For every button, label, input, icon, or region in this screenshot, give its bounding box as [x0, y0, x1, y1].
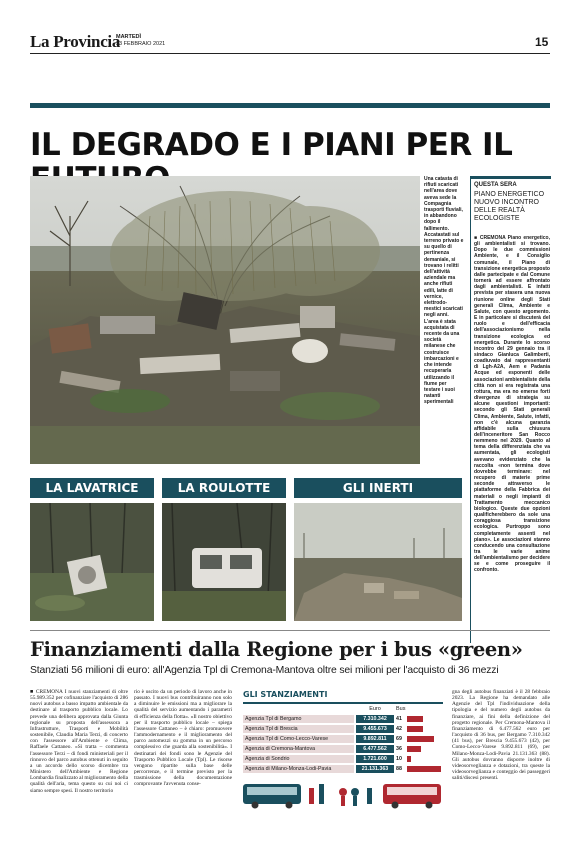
bus-bar — [407, 726, 423, 732]
bus-article-col1: ■ CREMONA I nuovi stanziamenti di oltre 55.989.352 per cofinanziare l'acquisto di 286 nuovi autobus a basso impatto ambientale da destinare al trasporto pubblico locale. Lo prevede una delibera approvata dalla Giunta regionale su proposta dell'assessora a Infrastrutture, Trasporti e Mobilità sostenibile, Claudia Maria Terzi, di concerto con l'assessore all'Ambiente e Clima, Raffaele Cattaneo. «Si tratta – commenta l'assessore Terzi – di fondi ministeriali per il rinnovo del parco autobus ottenuti in seguito a un accordo dello scorso dicembre tra Ministero dell'Ambiente e Regione Lombardia finalizzato al miglioramento della qualità dell'aria, tema questo su cui noi ci siamo sempre spesi. Il nostro territorio — [30, 689, 128, 794]
photo-washing-machine — [30, 503, 154, 621]
sidebar-body: ■ CREMONA Piano energetico, gli ambientalisti si trovano. Dopo le due commissioni Ambiente, e il Consiglio comunale, il Piano di transizione energetica proposto dalle partecipate e dal Comune tornerà ad essere affrontato dagli ambientalisti. E infatti prevista per stasera una nuova riunione online degli Stati generali Clima, Ambiente e Salute, con questo argomento. E in particolare si discuterà del ruolo e dell'efficacia dell'associazionismo nella transizione ecologica ed energetica. Durante lo scorso incontro del 29 gennaio tra il sindaco Gianluca Galimberti, coadiuvato dai rappresentanti di Lgh-A2A, Aem e Padania Acque ed esponenti delle associazioni ambientaliste della città non si era registrata una rottura, ma era no emerse forti divergenze di strategia su alcune questioni importanti: secondo gli Stati generali Clima, Ambiente, Salute, infatti, non c'è alcuna garanzia affidabile sulla chiusura dell'inceneritore San Rocco nemmeno nel 2029. Quanto al tema della differenziata che va aumentata, gli ecologisti avevano evidenziato che la raccolta «non termina dove dovrebbe terminare: nel recupero di materie prime seconde attraverso le piattaforme della Fabbrica dei materiali o negli impianti di Trattamento meccanico biologico. Queste due opzioni qualificherebbero da sole una coraggiosa transizione ecologica. Purtroppo sono completamente assenti nel piano». Le associazioni stanno conducendo una consultazione tra le varie anime dell'ambientalismo per decidere se e come proseguire il confronto. — [474, 235, 550, 574]
agency-euro: 9.892.811 — [356, 735, 394, 743]
agency-bus-count: 10 — [396, 756, 402, 762]
table-row — [243, 715, 443, 723]
agency-euro: 21.131.363 — [356, 765, 394, 773]
agency-name: Agenzia Tpl di Brescia — [243, 725, 354, 733]
table-row — [243, 765, 443, 773]
sidebar-title: PIANO ENERGETICO NUOVO INCONTRO DELLE REALTÀ ECOLOGISTE — [474, 191, 545, 222]
bus-bar — [407, 716, 423, 722]
masthead-divider — [30, 53, 550, 54]
table-row — [243, 725, 443, 733]
agency-name: Agenzia di Sondrio — [243, 755, 354, 763]
bus-headline: Finanziamenti dalla Regione per i bus «green» — [30, 638, 523, 661]
main-photo-waste-pile — [30, 176, 420, 464]
agency-euro: 1.721.600 — [356, 755, 394, 763]
table-header-euro: Euro — [369, 706, 381, 712]
article-divider — [30, 630, 550, 631]
main-headline: IL DEGRADO E I PIANI PER IL — [30, 127, 513, 163]
bus-bar — [407, 746, 421, 752]
table-row — [243, 745, 443, 753]
photo-caption: Una catasta di rifiuti scaricati nell'area dove aveva sede la Compagnia trasporti fluviali, in abbandono dopo il fallimento. Accatastati sul terreno privato e su quello di pertinenza demaniale, si trovano i relitti dell'attività aziendale ma anche rifiuti edili, latte di vernice, elettrodo-mestici scaricati negli anni. L'area è stata acquistata di recente da una società milanese che costruisce imbarcazioni e che intende recuperarla utilizzando il fiume per testare i suoi natanti sperimentali — [424, 176, 464, 406]
bus-bar — [407, 756, 411, 762]
issue-day: MARTEDÌ — [116, 34, 142, 40]
sidebar-kicker: QUESTA SERA — [474, 182, 517, 188]
agency-bus-count: 69 — [396, 736, 402, 742]
agency-name: Agenzia Tpl di Bergamo — [243, 715, 354, 723]
agency-bus-count: 88 — [396, 766, 402, 772]
agency-bus-count: 41 — [396, 716, 402, 722]
label-rubble: GLI INERTI — [294, 478, 462, 498]
bus-bar — [407, 766, 441, 772]
label-washing-machine: LA LAVATRICE — [30, 478, 154, 498]
funding-table-title: GLI STANZIAMENTI — [243, 690, 328, 699]
agency-name: Agenzia di Milano-Monza-Lodi-Pavia — [243, 765, 354, 773]
table-header-bus: Bus — [396, 706, 406, 712]
funding-table-rule — [243, 702, 443, 704]
table-row — [243, 735, 443, 743]
section-bar — [30, 103, 550, 108]
table-row — [243, 755, 443, 763]
label-caravan: LA ROULOTTE — [162, 478, 286, 498]
agency-euro: 6.477.562 — [356, 745, 394, 753]
agency-euro: 9.455.673 — [356, 725, 394, 733]
bus-illustration — [243, 778, 443, 810]
agency-euro: 7.310.342 — [356, 715, 394, 723]
issue-date: 23 FEBBRAIO 2021 — [116, 41, 166, 47]
photo-rubble — [294, 503, 462, 621]
bus-bar — [407, 736, 434, 742]
agency-name: Agenzia di Cremona-Mantova — [243, 745, 354, 753]
page-number: 15 — [535, 35, 549, 49]
photo-caravan — [162, 503, 286, 621]
newspaper-logo: La Provincia — [30, 32, 121, 51]
agency-bus-count: 42 — [396, 726, 402, 732]
agency-name: Agenzia Tpl di Como-Lecco-Varese — [243, 735, 354, 743]
bus-subhead: Stanziati 56 milioni di euro: all'Agenzia Tpl di Cremona-Mantova oltre sei milioni per l'acquisto di 36 mezzi — [30, 665, 499, 676]
agency-bus-count: 36 — [396, 746, 402, 752]
bus-article-col2: rio è uscito da un periodo di lavoro anche in passato. I nuovi bus contribuiranno non solo a diminuire le emissioni ma a migliorare la qualità del servizio aumentando i parametri di efficienza della flotta». «Il nostro obiettivo per il trasporto pubblico locale – spiega l'assessore Cattaneo – è chiaro: promuovere l'ammodernamento e il miglioramento del parco automezzi su gomma in un percorso complessivo che guarda alla sostenibilità». I destinatari dei fondi sono le Agenzie del Trasporto Pubblico Locale (Tpl). Le risorse vengono ripartite sulla base delle percorrenze, e il termine previsto per la trasmissione della documentazione comprovante l'avvenuta conse- — [134, 689, 232, 788]
bus-article-col4: gna degli autobus finanziati è il 28 febbraio 2023. La Regione ha demandato alle Agenzie del Tpl l'individuazione della tipologia e del numero degli autobus da finanziare, ai fini della definizione del progetto regionale. Per Cremona-Mantova il finanziamento di 6.477.562 euro per l'acquisto di 36 bus, per Bergamo 7.310.342 (41 bus), per Brescia 9.455.673 (42), per Como-Lecco-Varese 9.892.811 (69), per Milano-Monza-Lodi-Pavia 21.131.363 (88). Gli autobus dovranno disporre inoltre di videosorveglianza e dotazioni, tra queste la videosorveglianza e conteggio dei passeggeri saliti/discesi presenti. — [452, 689, 550, 782]
